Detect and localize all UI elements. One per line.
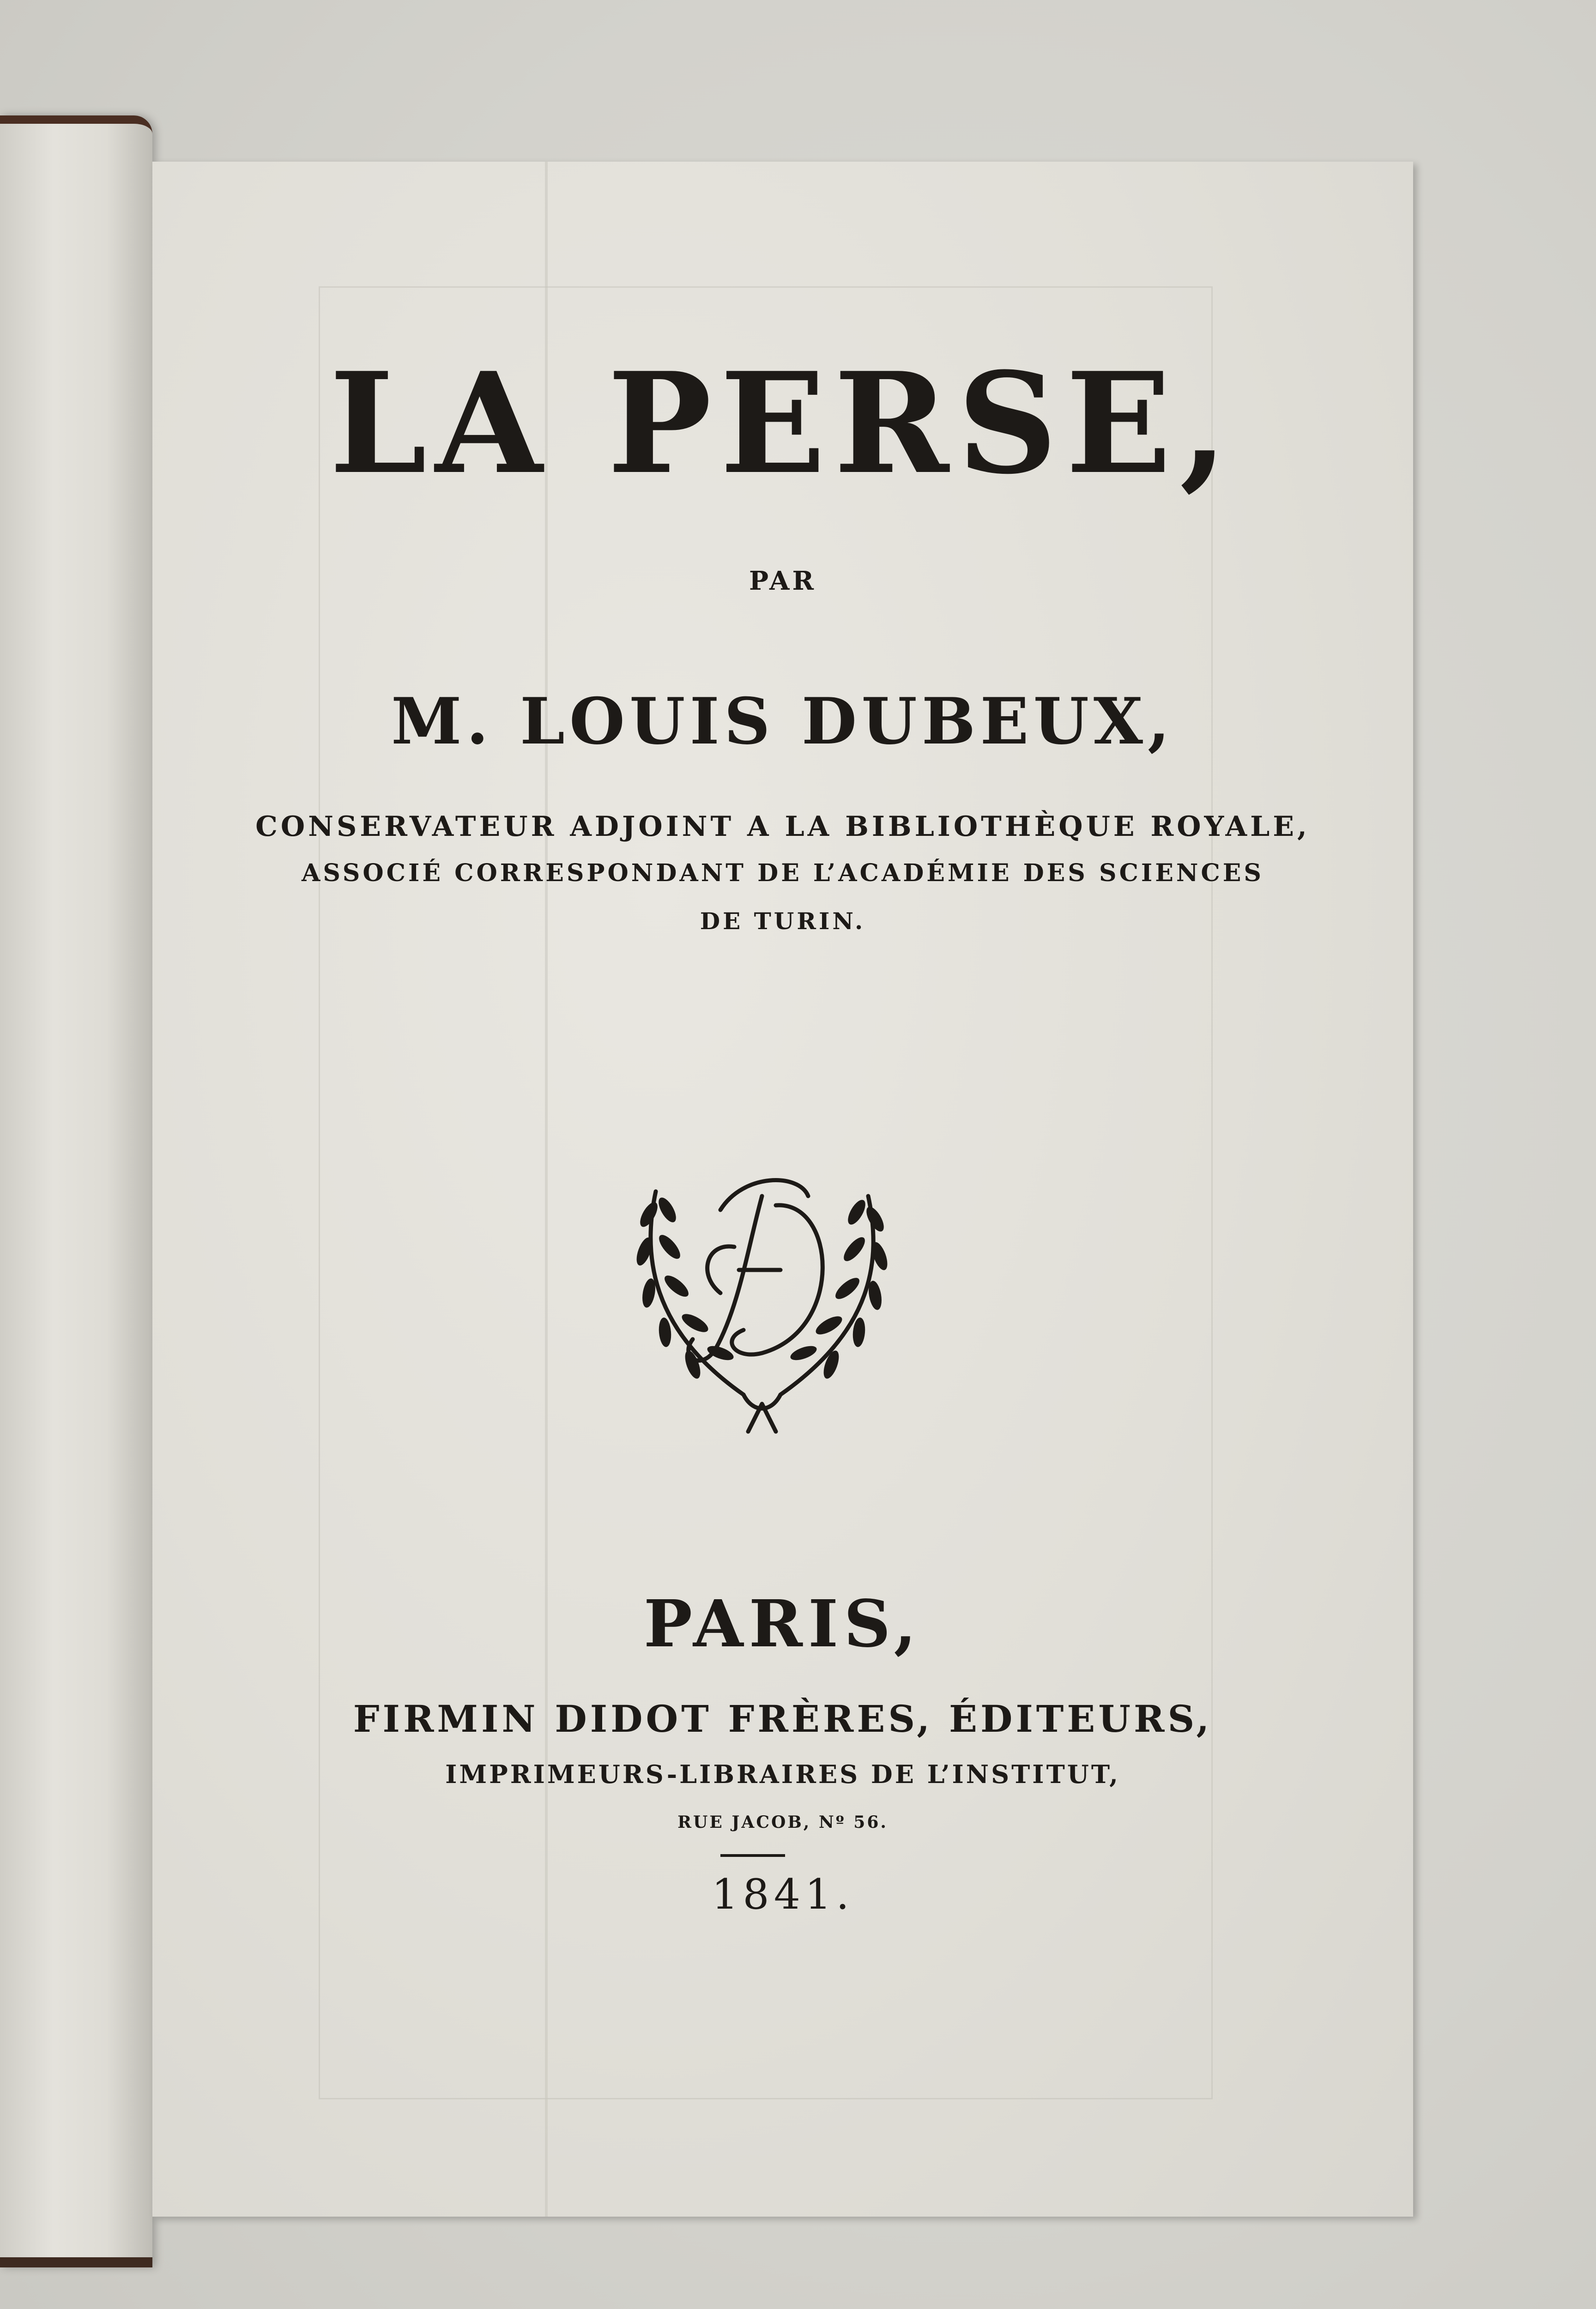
title-page xyxy=(152,162,1413,2217)
publisher-name: FIRMIN DIDOT FRÈRES, ÉDITEURS, xyxy=(353,1697,1213,1741)
publication-city: PARIS, xyxy=(643,1586,922,1662)
author-title-1: CONSERVATEUR ADJOINT A LA BIBLIOTHÈQUE ROYALE, xyxy=(255,810,1310,843)
divider-rule xyxy=(720,1854,785,1857)
publisher-address: RUE JACOB, Nº 56. xyxy=(677,1813,888,1832)
publication-year: 1841. xyxy=(712,1870,854,1919)
book-title: LA PERSE, xyxy=(329,342,1236,505)
book-spine xyxy=(0,115,152,2267)
monogram-wreath-emblem xyxy=(623,1154,901,1441)
publisher-role: IMPRIMEURS-LIBRAIRES DE L’INSTITUT, xyxy=(445,1759,1120,1789)
author-name: M. LOUIS DUBEUX, xyxy=(391,683,1174,759)
author-title-2: ASSOCIÉ CORRESPONDANT DE L’ACADÉMIE DES SCIENCES xyxy=(302,859,1264,887)
author-title-3: DE TURIN. xyxy=(700,907,866,935)
by-line: PAR xyxy=(749,566,817,596)
